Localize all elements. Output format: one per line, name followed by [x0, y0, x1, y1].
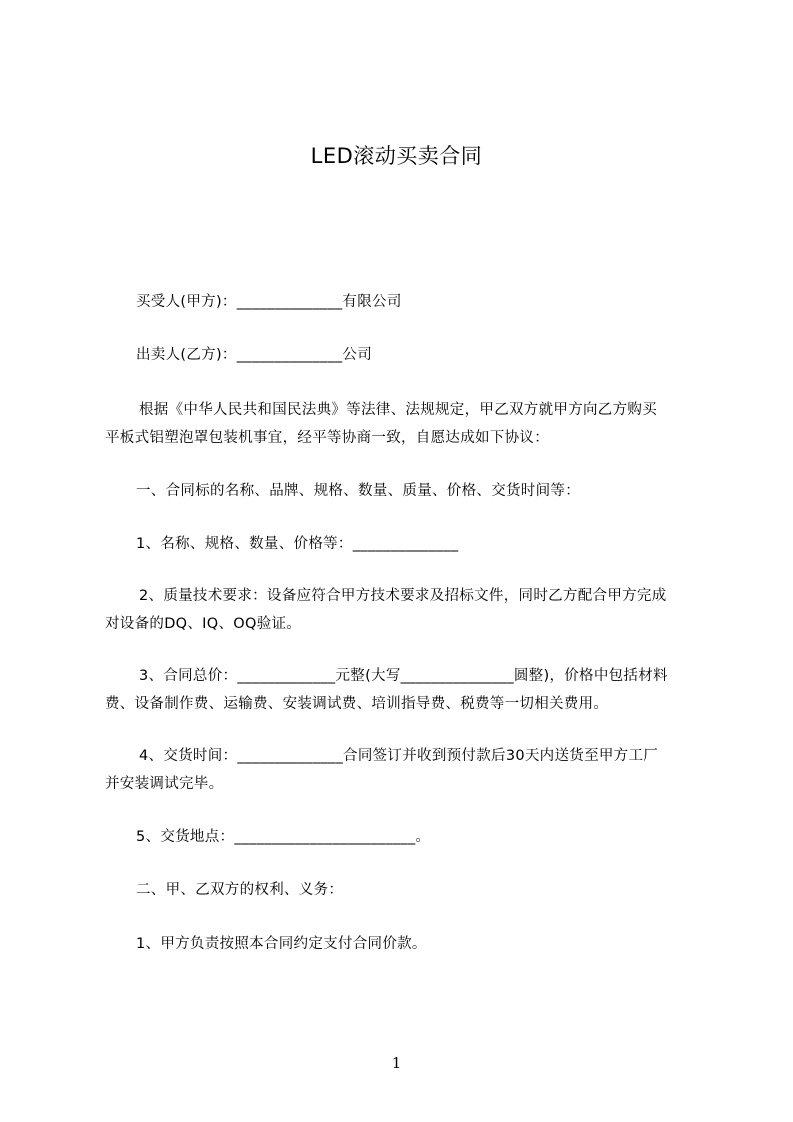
item2-line-1: 2、质量技术要求：设备应符合甲方技术要求及招标文件，同时乙方配合甲方完成	[139, 588, 667, 604]
item5-line: 5、交货地点：________________________。	[136, 829, 431, 845]
section2-heading: 二、甲、乙双方的权利、义务：	[136, 882, 344, 898]
item3-line-1: 3、合同总价：_____________元整(大写_______________圆整)，价格中包括材料	[139, 668, 668, 684]
section1-heading: 一、合同标的名称、品牌、规格、数量、质量、价格、交货时间等：	[136, 483, 580, 499]
item3-line-2: 费、设备制作费、运输费、安装调试费、培训指导费、税费等一切相关费用。	[105, 696, 609, 712]
seller-line: 出卖人(乙方)：______________公司	[136, 347, 373, 363]
item4-line-1: 4、交货时间：______________合同签订并收到预付款后30天内送货至甲方工厂	[139, 748, 659, 764]
intro-line-1: 根据《中华人民共和国民法典》等法律、法规规定，甲乙双方就甲方向乙方购买	[139, 402, 657, 418]
item2-line-2: 对设备的DQ、IQ、OQ验证。	[105, 616, 302, 632]
document-title: LED滚动买卖合同	[310, 144, 483, 168]
section2-item1-line: 1、甲方负责按照本合同约定支付合同价款。	[136, 936, 427, 952]
item1-line: 1、名称、规格、数量、价格等：______________	[136, 536, 459, 552]
buyer-line: 买受人(甲方)：______________有限公司	[136, 294, 402, 310]
page-number: 1	[391, 1054, 402, 1072]
item4-line-2: 并安装调试完毕。	[105, 776, 224, 792]
intro-line-2: 平板式铝塑泡罩包装机事宜，经平等协商一致，自愿达成如下协议：	[105, 430, 549, 446]
